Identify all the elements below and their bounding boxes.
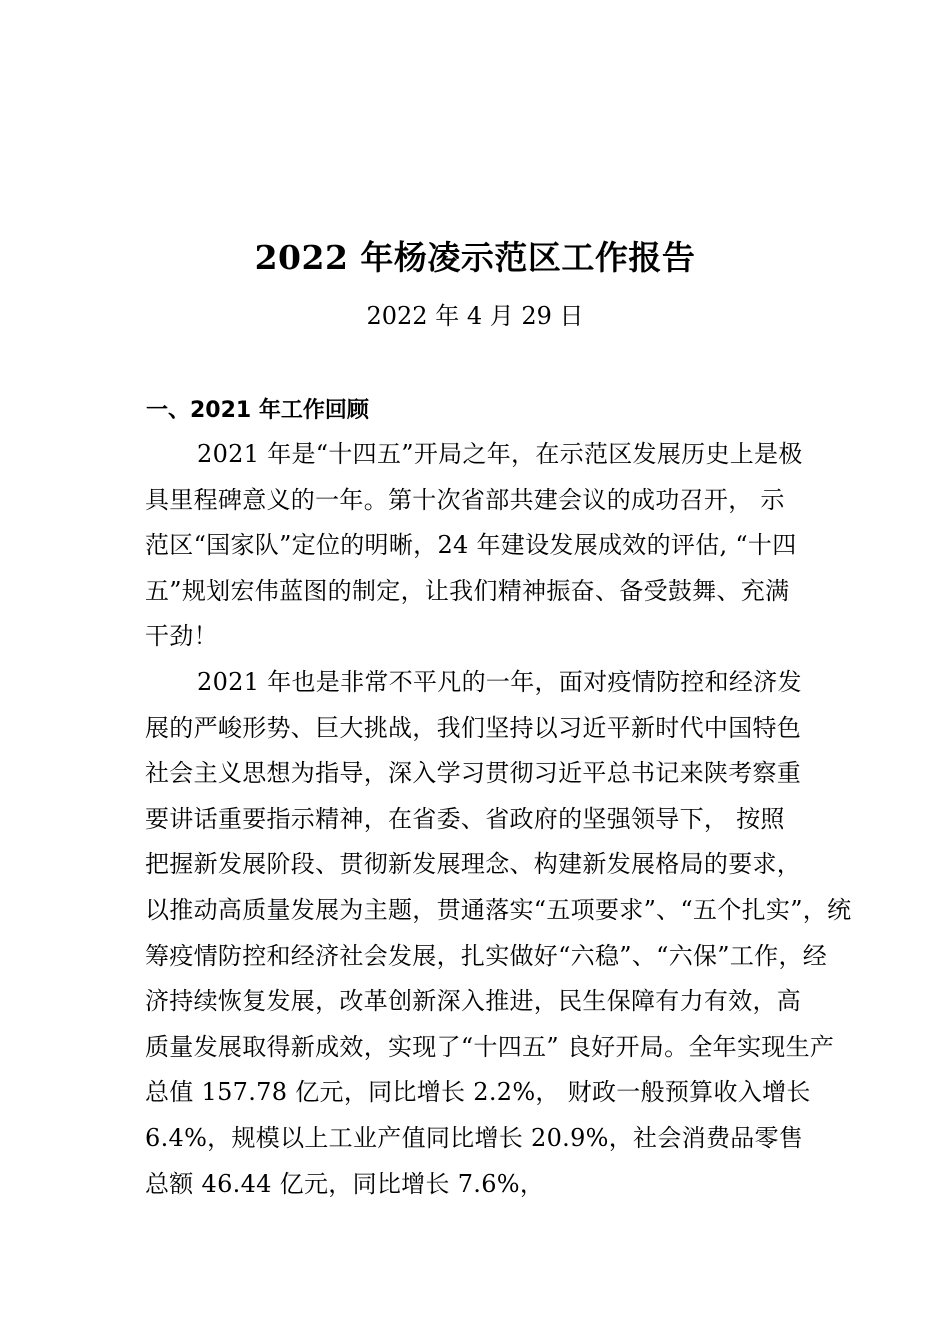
section-heading: 一、2021 年工作回顾: [146, 398, 369, 423]
paragraph-line: 具里程碑意义的一年。第十次省部共建会议的成功召开， 示: [145, 485, 785, 514]
paragraph-line: 范区“国家队”定位的明晰，24 年建设发展成效的评估, “十四: [145, 531, 797, 560]
paragraph-line: 6.4%，规模以上工业产值同比增长 20.9%，社会消费品零售: [145, 1123, 804, 1152]
paragraph-line: 展的严峻形势、巨大挑战，我们坚持以习近平新时代中国特色: [145, 713, 802, 742]
document-title: 2022 年杨凌示范区工作报告: [254, 238, 696, 277]
paragraph-line: 五”规划宏伟蓝图的制定，让我们精神振奋、备受鼓舞、充满: [145, 576, 790, 605]
paragraph-2: [145, 660, 852, 1207]
paragraph-line: 把握新发展阶段、贯彻新发展理念、构建新发展格局的要求，: [145, 850, 802, 879]
paragraph-line: 以推动高质量发展为主题，贯通落实“五项要求”、“五个扎实”，统: [145, 895, 852, 924]
paragraph-line: 济持续恢复发展，改革创新深入推进，民生保障有力有效，高: [145, 987, 802, 1016]
paragraph-line: 干劲！: [145, 622, 218, 651]
paragraph-line: 质量发展取得新成效，实现了“十四五” 良好开局。全年实现生产: [145, 1032, 835, 1061]
paragraph-1: [145, 432, 825, 660]
paragraph-line: 2021 年是“十四五”开局之年，在示范区发展历史上是极: [197, 440, 803, 468]
paragraph-line: 总值 157.78 亿元，同比增长 2.2%， 财政一般预算收入增长: [145, 1078, 811, 1107]
paragraph-line: 筹疫情防控和经济社会发展，扎实做好“六稳”、“六保”工作，经: [145, 941, 828, 970]
paragraph-line: 社会主义思想为指导，深入学习贯彻习近平总书记来陕考察重: [145, 759, 802, 788]
paragraph-line: 要讲话重要指示精神，在省委、省政府的坚强领导下， 按照: [145, 804, 785, 833]
document-date: 2022 年 4 月 29 日: [366, 302, 584, 330]
paragraph-line: 2021 年也是非常不平凡的一年，面对疫情防控和经济发: [197, 668, 802, 696]
paragraph-line: 总额 46.44 亿元，同比增长 7.6%，: [145, 1169, 545, 1198]
